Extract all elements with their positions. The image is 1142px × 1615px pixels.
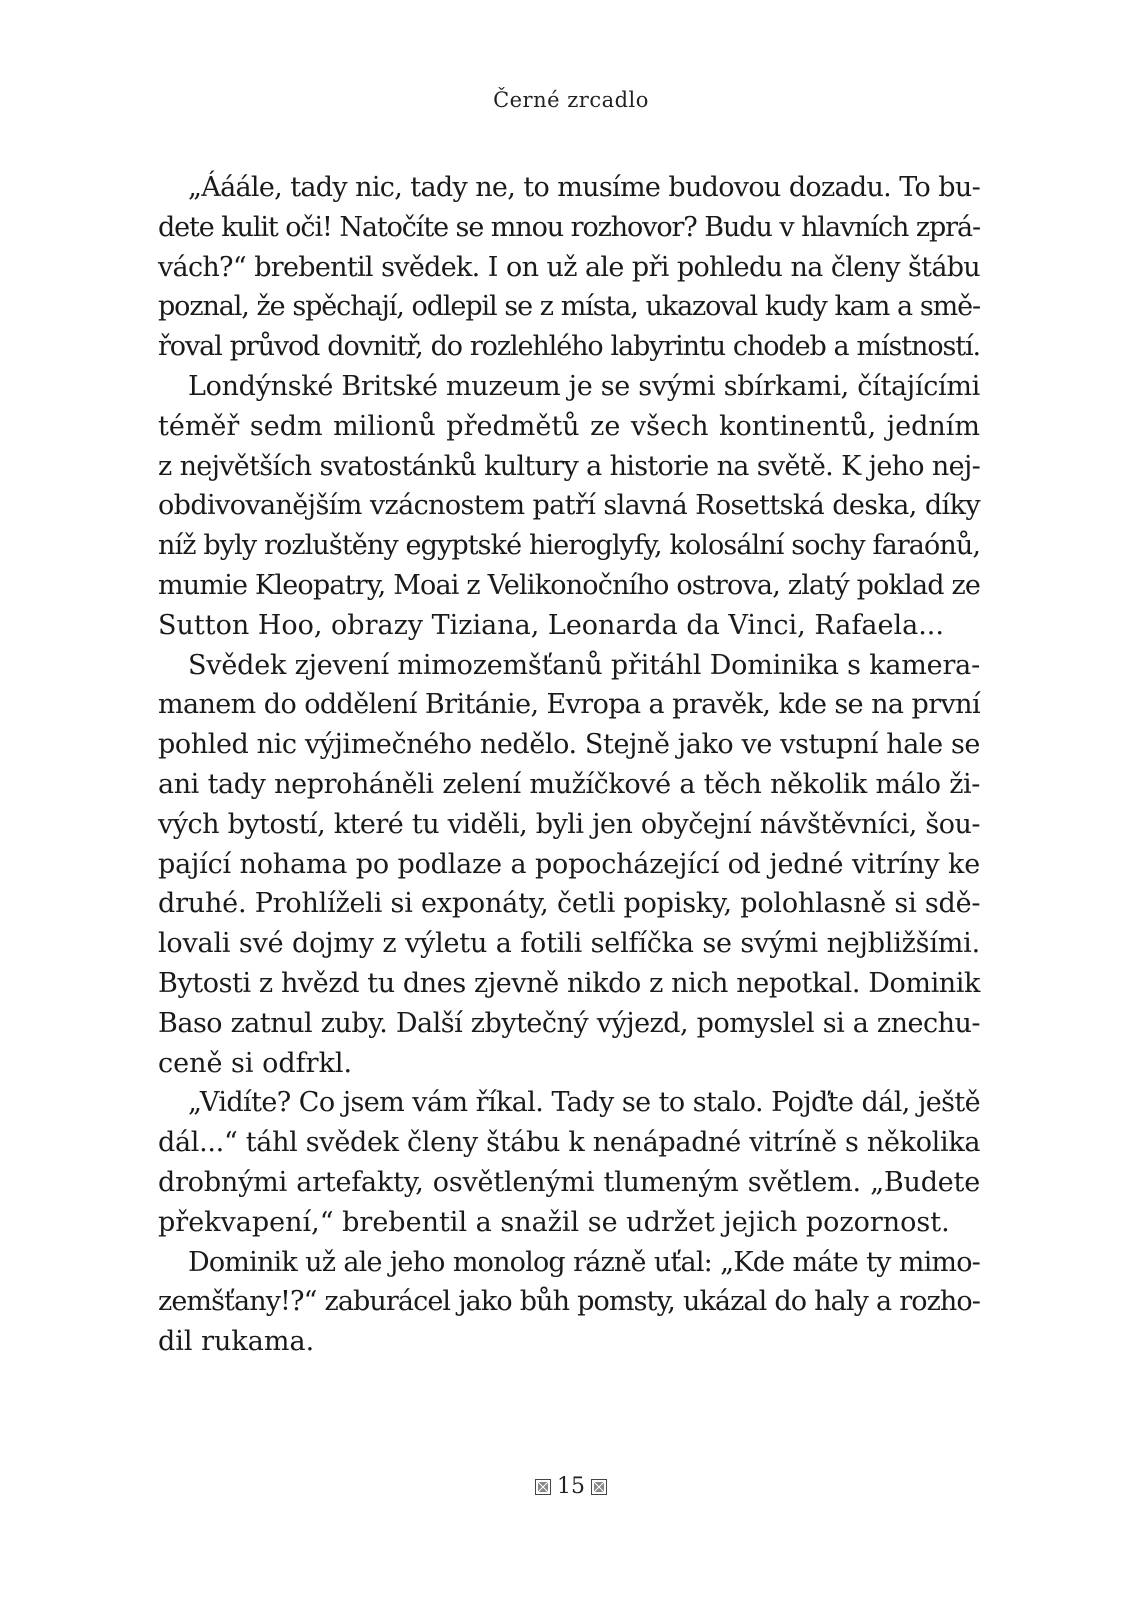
paragraph-5 [158,1243,980,1362]
text-line: lovali své dojmy z výletu a fotili selfíčka se svými nejbližšími. [158,928,980,960]
text-line: ceně si odfrkl. [158,1047,353,1079]
page-footer [0,1474,1142,1499]
text-line: dete kulit oči! Natočíte se mnou rozhovor? Budu v hlavních zprá- [158,211,980,243]
text-line: Sutton Hoo, obrazy Tiziana, Leonarda da Vinci, Rafaela... [158,609,944,641]
text-line: Svědek zjevení mimozemšťanů přitáhl Dominika s kamera- [188,649,980,681]
text-line: pohled nic výjimečného nedělo. Stejně jako ve vstupní hale se [158,729,980,761]
body-text [158,168,980,1362]
text-line: mumie Kleopatry, Moai z Velikonočního ostrova, zlatý poklad ze [158,569,981,601]
ornament-right-icon [591,1479,607,1495]
page-number: 15 [557,1474,585,1499]
paragraph-4 [158,1083,980,1242]
paragraph-1 [158,168,980,367]
text-line: překvapení,“ brebentil a snažil se udržet jejich pozornost. [158,1206,950,1238]
text-line: téměř sedm milionů předmětů ze všech kontinentů, jedním [158,410,980,442]
text-line: druhé. Prohlíželi si exponáty, četli popisky, polohlasně si sdě- [158,888,981,920]
text-line: poznal, že spěchají, odlepil se z místa, ukazoval kudy kam a smě- [158,291,980,323]
text-line: vách?“ brebentil svědek. I on už ale při pohledu na členy štábu [158,251,980,283]
text-line: řoval průvod dovnitř, do rozlehlého labyrintu chodeb a místností. [158,331,980,363]
text-line: „Ááále, tady nic, tady ne, to musíme budovou dozadu. To bu- [188,172,980,203]
text-line: Dominik už ale jeho monolog rázně uťal: „Kde máte ty mimo- [188,1246,980,1278]
text-line: pající nohama po podlaze a popocházející od jedné vitríny ke [158,848,980,880]
text-line: dil rukama. [158,1326,315,1358]
text-line: manem do oddělení Británie, Evropa a pravěk, kde se na první [158,689,980,721]
text-line: drobnými artefakty, osvětlenými tlumeným světlem. „Budete [158,1166,980,1198]
running-head: Černé zrcadlo [493,88,649,112]
text-line: dál...“ táhl svědek členy štábu k nenápadné vitríně s několika [158,1127,981,1159]
text-line: z největších svatostánků kultury a historie na světě. K jeho nej- [158,450,980,482]
text-line: „Vidíte? Co jsem vám říkal. Tady se to stalo. Pojďte dál, ještě [188,1087,980,1119]
text-line: zemšťany!?“ zaburácel jako bůh pomsty, ukázal do haly a rozho- [158,1286,980,1318]
text-line: obdivovanějším vzácnostem patří slavná Rosettská deska, díky [158,490,980,522]
text-line: vých bytostí, které tu viděli, byli jen obyčejní návštěvníci, šou- [158,808,980,840]
paragraph-3 [158,646,980,1084]
text-line: Bytosti z hvězd tu dnes zjevně nikdo z nich nepotkal. Dominik [158,967,980,999]
ornament-left-icon [535,1479,551,1495]
text-line: ani tady neproháněli zelení mužíčkové a těch několik málo ži- [158,768,980,800]
text-line: Londýnské Britské muzeum je se svými sbírkami, čítajícími [188,370,980,402]
paragraph-2 [158,367,980,646]
text-line: Baso zatnul zuby. Další zbytečný výjezd, pomyslel si a znechu- [158,1007,980,1039]
text-line: níž byly rozluštěny egyptské hieroglyfy, kolosální sochy faraónů, [158,530,980,562]
